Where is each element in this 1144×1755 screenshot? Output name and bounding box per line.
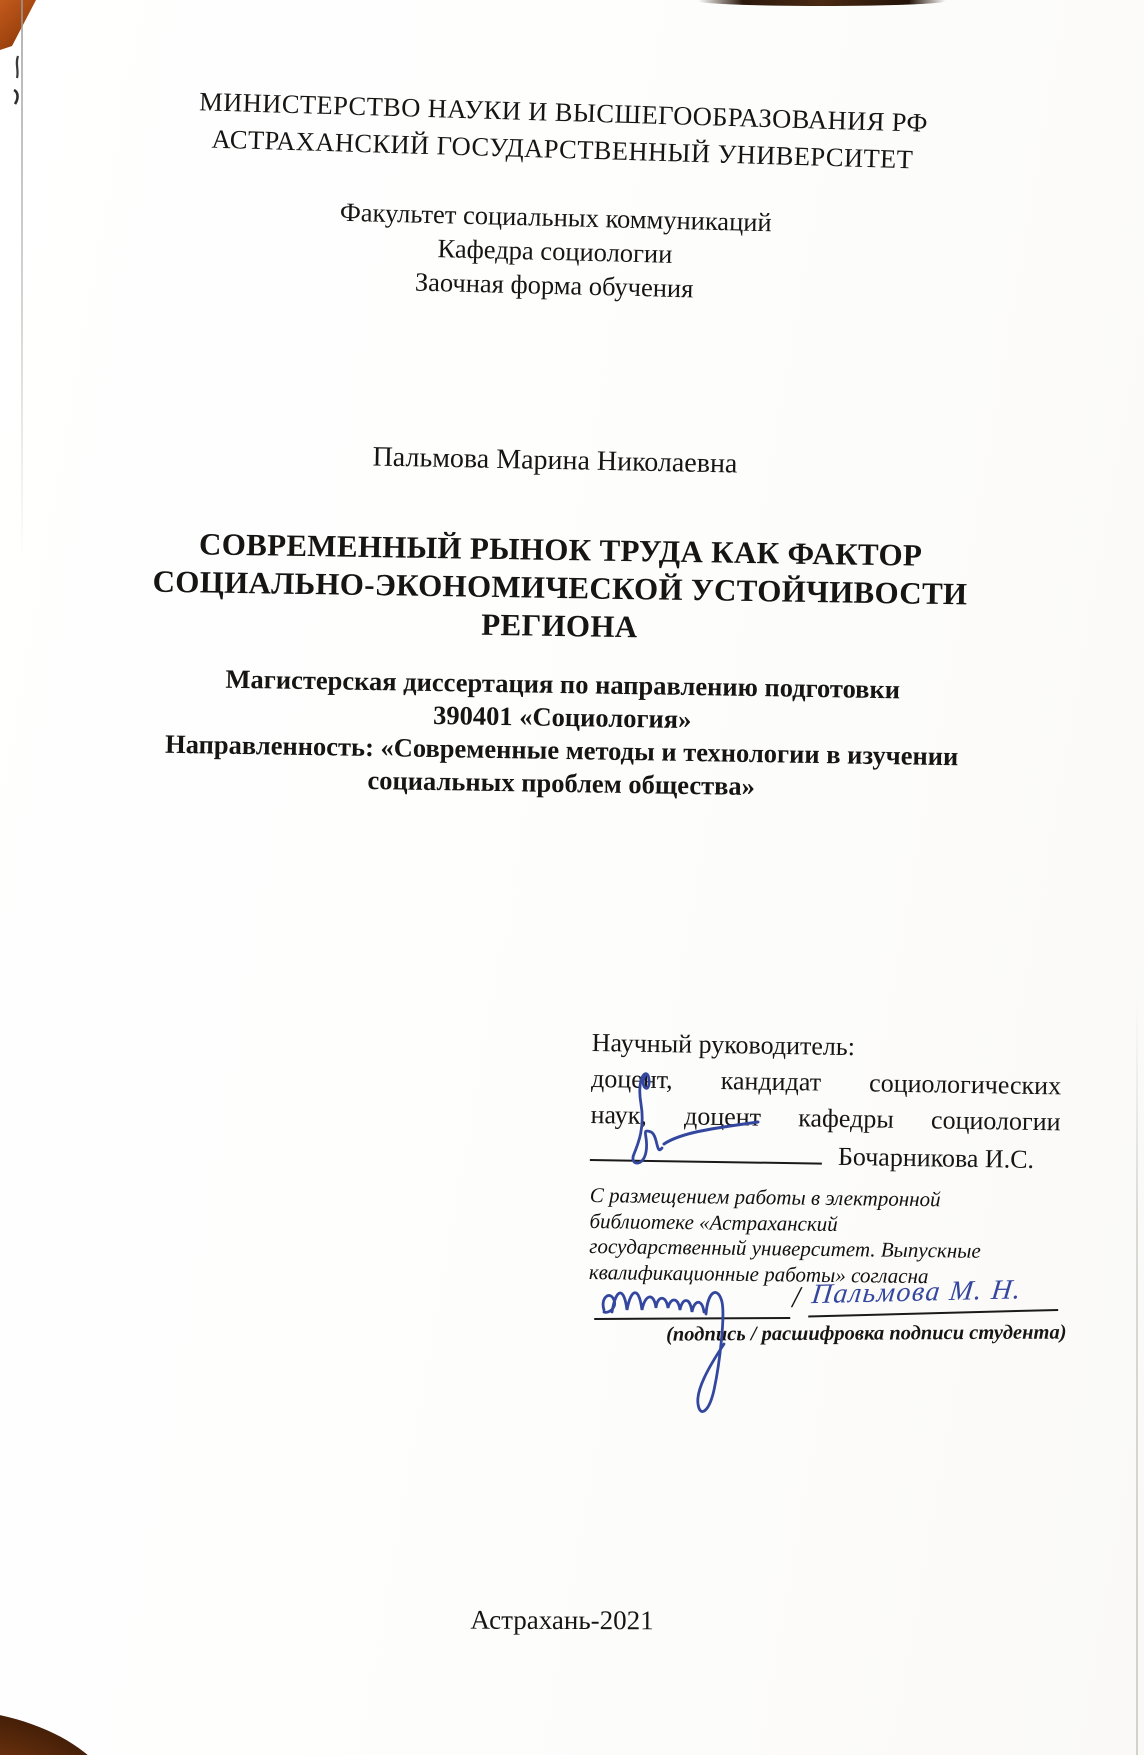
university-name: АСТРАХАНСКИЙ ГОСУДАРСТВЕННЫЙ УНИВЕРСИТЕТ	[211, 123, 914, 175]
student-signature-transcript: Пальмова М. Н.	[810, 1274, 1024, 1311]
signature-caption: (подпись / расшифровка подписи студента)	[665, 1321, 1067, 1346]
student-signature-line	[594, 1317, 790, 1320]
department-line: Кафедра социологии	[437, 233, 673, 269]
consent-line-4: квалификационные работы» согласна	[588, 1259, 929, 1288]
program-line-4: социальных проблем общества»	[367, 764, 756, 802]
consent-line-3: государственный университет. Выпускные	[589, 1233, 981, 1263]
dissertation-title	[0, 522, 1121, 654]
ministry-line-1: МИНИСТЕРСТВО НАУКИ И ВЫСШЕГООБРАЗОВАНИЯ РФ	[198, 86, 929, 138]
supervisor-name: Бочарникова И.С.	[837, 1141, 1035, 1174]
author-name: Пальмова Марина Николаевна	[372, 441, 738, 480]
scan-corner-artifact-bottom-left	[0, 1709, 125, 1755]
title-line-2: СОЦИАЛЬНО-ЭКОНОМИЧЕСКОЙ УСТОЙЧИВОСТИ	[152, 563, 968, 612]
supervisor-degree-line-1: доцент, кандидат социологических	[590, 1063, 1062, 1101]
program-line-1: Магистерская диссертация по направлению подготовки	[225, 663, 901, 705]
supervisor-degree-line-2: наук, доцент кафедры социологии	[590, 1099, 1061, 1137]
consent-line-2: библиотеке «Астраханский	[589, 1208, 838, 1236]
supervisor-signature-row	[590, 1135, 1061, 1178]
supervisor-signature-line	[590, 1135, 822, 1165]
title-line-1: СОВРЕМЕННЫЙ РЫНОК ТРУДА КАК ФАКТОР	[198, 526, 923, 573]
program-line-3: Направленность: «Современные методы и технологии в изучении	[164, 728, 959, 772]
faculty-line: Факультет социальных коммуникаций	[339, 196, 773, 238]
program-block	[0, 659, 1125, 809]
page-edge-shadow-right	[1136, 1000, 1138, 1755]
signature-separator: /	[792, 1280, 801, 1314]
supervisor-block	[590, 1025, 1062, 1178]
program-line-2: 390401 «Социология»	[432, 699, 692, 735]
consent-line-1: С размещением работы в электронной	[589, 1183, 941, 1212]
title-line-3: РЕГИОНА	[481, 606, 638, 645]
study-form-line: Заочная форма обучения	[414, 266, 694, 304]
scan-edge-artifact-top	[698, 0, 946, 6]
consent-block	[589, 1183, 1042, 1291]
scan-corner-artifact-top-left	[0, 0, 38, 52]
supervisor-label: Научный руководитель:	[591, 1027, 856, 1062]
faculty-block	[0, 186, 1111, 315]
ministry-header	[7, 78, 1119, 185]
student-signature-area	[592, 1275, 1093, 1438]
city-year: Астрахань-2021	[470, 1604, 654, 1636]
